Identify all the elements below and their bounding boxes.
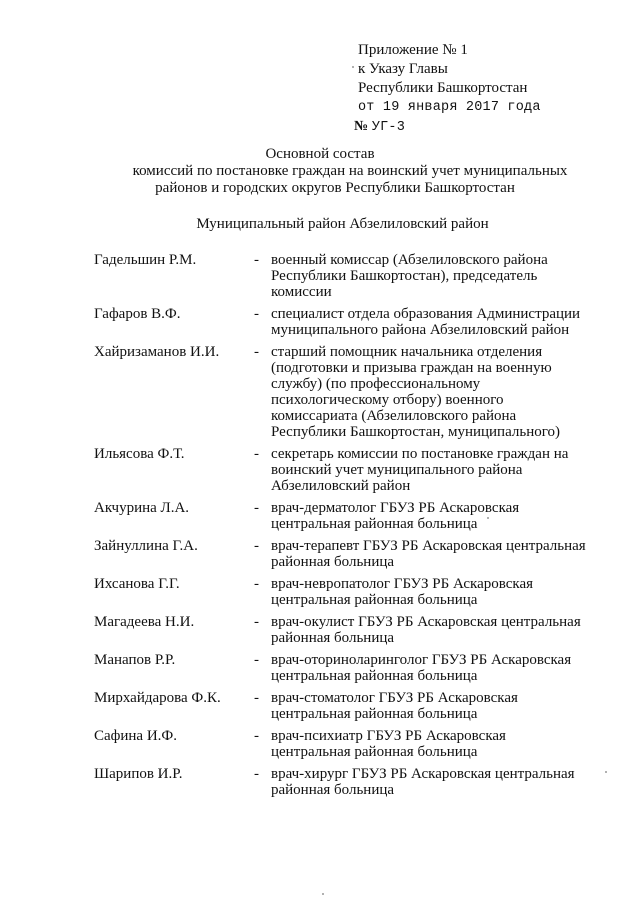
member-dash: - bbox=[254, 446, 259, 462]
member-row bbox=[94, 766, 594, 798]
member-name: Манапов Р.Р. bbox=[94, 652, 176, 668]
member-role-line: специалист отдела образования Администрации bbox=[271, 306, 581, 322]
member-name: Гадельшин Р.М. bbox=[94, 252, 197, 268]
member-role-line: воинский учет муниципального района bbox=[271, 462, 523, 478]
member-role bbox=[271, 538, 591, 570]
member-list bbox=[94, 252, 594, 804]
scan-speck bbox=[352, 66, 354, 68]
member-role-line: врач-невропатолог ГБУЗ РБ Аскаровская bbox=[271, 576, 534, 592]
decree-number: УГ-3 bbox=[371, 120, 406, 135]
member-role-line: Республики Башкортостан), председатель bbox=[271, 268, 538, 284]
appendix-line-2: к Указу Главы bbox=[358, 61, 448, 77]
member-row bbox=[94, 614, 594, 646]
member-role-line: врач-стоматолог ГБУЗ РБ Аскаровская bbox=[271, 690, 518, 706]
member-role-line: комиссии bbox=[271, 284, 332, 300]
member-role bbox=[271, 690, 591, 722]
member-role bbox=[271, 614, 591, 646]
member-row bbox=[94, 690, 594, 722]
member-role-line: секретарь комиссии по постановке граждан на bbox=[271, 446, 569, 462]
title-line-2: комиссий по постановке граждан на воинский учет муниципальных bbox=[132, 163, 568, 179]
member-row bbox=[94, 538, 594, 570]
member-role-line: районная больница bbox=[271, 630, 395, 646]
member-dash: - bbox=[254, 576, 259, 592]
member-role-line: центральная районная больница bbox=[271, 516, 478, 532]
member-role-line: центральная районная больница bbox=[271, 592, 478, 608]
member-role-line: врач-окулист ГБУЗ РБ Аскаровская центральная bbox=[271, 614, 581, 630]
appendix-date: от 19 января 2017 года bbox=[358, 100, 541, 115]
member-role-line: районная больница bbox=[271, 554, 395, 570]
title-line-3: районов и городских округов Республики Башкортостан bbox=[155, 180, 515, 196]
member-role bbox=[271, 500, 591, 532]
member-role-line: центральная районная больница bbox=[271, 668, 478, 684]
member-dash: - bbox=[254, 500, 259, 516]
member-row bbox=[94, 252, 594, 300]
member-name: Хайризаманов И.И. bbox=[94, 344, 220, 360]
member-role bbox=[271, 252, 591, 300]
member-dash: - bbox=[254, 614, 259, 630]
member-dash: - bbox=[254, 538, 259, 554]
member-row bbox=[94, 306, 594, 338]
member-dash: - bbox=[254, 252, 259, 268]
appendix-line-3: Республики Башкортостан bbox=[358, 80, 528, 96]
member-role-line: комиссариата (Абзелиловского района bbox=[271, 408, 517, 424]
member-name: Шарипов И.Р. bbox=[94, 766, 183, 782]
member-role-line: (подготовки и призыва граждан на военную bbox=[271, 360, 552, 376]
member-role-line: врач-терапевт ГБУЗ РБ Аскаровская центральная bbox=[271, 538, 586, 554]
document-title bbox=[0, 146, 640, 197]
member-dash: - bbox=[254, 728, 259, 744]
member-role bbox=[271, 652, 591, 684]
member-role-line: районная больница bbox=[271, 782, 395, 798]
member-name: Зайнуллина Г.А. bbox=[94, 538, 198, 554]
member-role bbox=[271, 306, 591, 338]
title-line-1: Основной состав bbox=[265, 146, 375, 162]
member-role-line: психологическому отбору) военного bbox=[271, 392, 504, 408]
member-role-line: центральная районная больница bbox=[271, 744, 478, 760]
member-name: Ильясова Ф.Т. bbox=[94, 446, 185, 462]
member-name: Гафаров В.Ф. bbox=[94, 306, 181, 322]
member-role-line: врач-оториноларинголог ГБУЗ РБ Аскаровская bbox=[271, 652, 572, 668]
member-row bbox=[94, 500, 594, 532]
district-heading: Муниципальный район Абзелиловский район bbox=[196, 216, 489, 232]
member-dash: - bbox=[254, 690, 259, 706]
member-dash: - bbox=[254, 766, 259, 782]
member-role bbox=[271, 344, 591, 440]
member-row bbox=[94, 344, 594, 440]
member-role bbox=[271, 766, 591, 798]
member-role-line: врач-хирург ГБУЗ РБ Аскаровская центральная bbox=[271, 766, 575, 782]
member-role-line: Абзелиловский район bbox=[271, 478, 411, 494]
member-name: Сафина И.Ф. bbox=[94, 728, 178, 744]
appendix-number-line bbox=[354, 117, 541, 137]
member-role-line: Республики Башкортостан, муниципального) bbox=[271, 424, 561, 440]
member-name: Мирхайдарова Ф.К. bbox=[94, 690, 221, 706]
member-role-line: врач-дерматолог ГБУЗ РБ Аскаровская bbox=[271, 500, 520, 516]
member-dash: - bbox=[254, 306, 259, 322]
member-role bbox=[271, 576, 591, 608]
member-row bbox=[94, 728, 594, 760]
member-role-line: центральная районная больница bbox=[271, 706, 478, 722]
appendix-line-1: Приложение № 1 bbox=[358, 42, 468, 58]
member-role-line: муниципального района Абзелиловский район bbox=[271, 322, 570, 338]
appendix-header bbox=[354, 41, 541, 137]
scan-speck bbox=[487, 517, 489, 519]
member-row bbox=[94, 576, 594, 608]
number-mark: № bbox=[354, 119, 369, 134]
member-role bbox=[271, 728, 591, 760]
member-role-line: врач-психиатр ГБУЗ РБ Аскаровская bbox=[271, 728, 506, 744]
member-dash: - bbox=[254, 344, 259, 360]
member-dash: - bbox=[254, 652, 259, 668]
scan-speck bbox=[605, 771, 607, 773]
member-name: Магадеева Н.И. bbox=[94, 614, 195, 630]
member-name: Ихсанова Г.Г. bbox=[94, 576, 180, 592]
member-role-line: службу) (по профессиональному bbox=[271, 376, 481, 392]
member-row bbox=[94, 652, 594, 684]
member-name: Акчурина Л.А. bbox=[94, 500, 190, 516]
member-role-line: старший помощник начальника отделения bbox=[271, 344, 543, 360]
scan-speck bbox=[322, 893, 324, 895]
member-role-line: военный комиссар (Абзелиловского района bbox=[271, 252, 548, 268]
member-row bbox=[94, 446, 594, 494]
member-role bbox=[271, 446, 591, 494]
